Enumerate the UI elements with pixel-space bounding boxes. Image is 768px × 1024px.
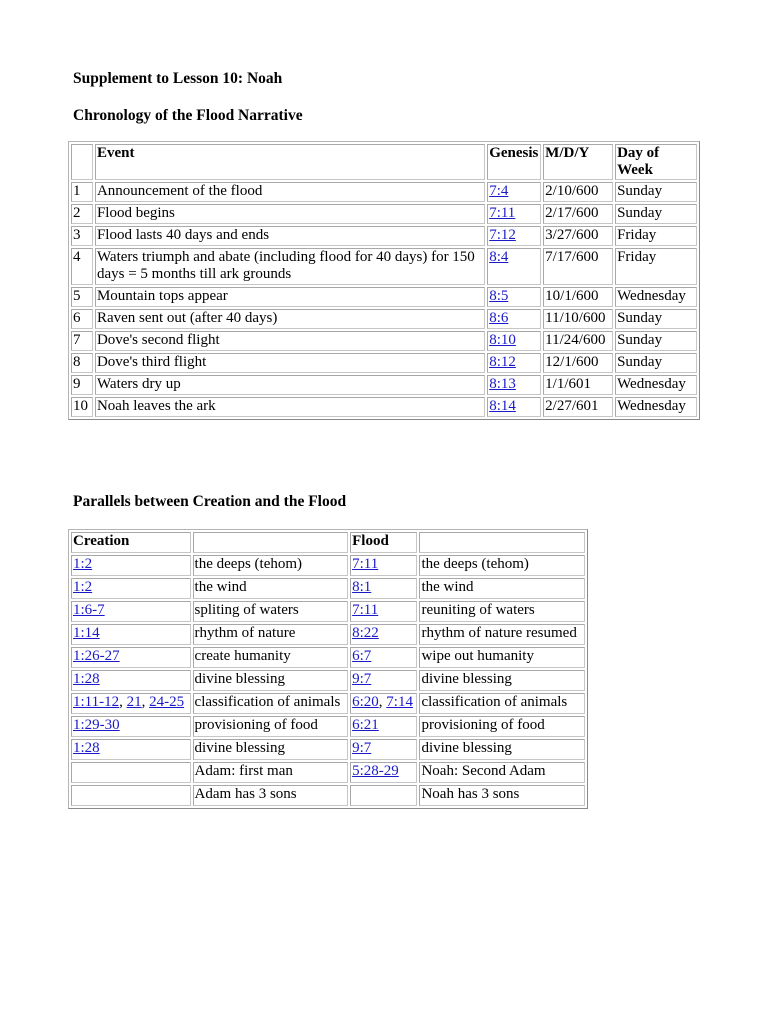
page-title: Supplement to Lesson 10: Noah xyxy=(73,70,283,87)
flood-reference-cell xyxy=(350,716,417,737)
chronology-row xyxy=(71,331,697,351)
event-description: Waters triumph and abate (including flood for 40 days) for 150 days = 5 months till ark grounds xyxy=(95,248,485,285)
flood-description: classification of animals xyxy=(419,693,585,714)
parallels-row xyxy=(71,716,585,737)
parallels-header-flood-desc xyxy=(419,532,585,553)
creation-reference-cell: 1:11-12, 21, 24-25 xyxy=(71,693,191,714)
genesis-reference-link[interactable]: 7:4 xyxy=(489,183,509,199)
chronology-row xyxy=(71,226,697,246)
creation-reference-link[interactable]: 1:14 xyxy=(73,625,100,641)
creation-reference-cell xyxy=(71,647,191,668)
creation-reference-link[interactable]: 1:28 xyxy=(73,740,100,756)
row-number: 1 xyxy=(71,182,93,202)
genesis-cell xyxy=(487,226,541,246)
event-description: Flood begins xyxy=(95,204,485,224)
creation-reference-cell xyxy=(71,555,191,576)
event-description: Flood lasts 40 days and ends xyxy=(95,226,485,246)
event-description: Waters dry up xyxy=(95,375,485,395)
event-date: 10/1/600 xyxy=(543,287,613,307)
event-date: 3/27/600 xyxy=(543,226,613,246)
event-date: 11/24/600 xyxy=(543,331,613,351)
event-date: 2/17/600 xyxy=(543,204,613,224)
flood-reference-cell xyxy=(350,555,417,576)
flood-reference-cell xyxy=(350,670,417,691)
flood-description: rhythm of nature resumed xyxy=(419,624,585,645)
row-number: 2 xyxy=(71,204,93,224)
flood-reference-link[interactable]: 8:1 xyxy=(352,579,372,595)
row-number: 5 xyxy=(71,287,93,307)
genesis-cell xyxy=(487,331,541,351)
genesis-reference-link[interactable]: 8:12 xyxy=(489,354,516,370)
parallels-header-row xyxy=(71,532,585,553)
event-date: 7/17/600 xyxy=(543,248,613,285)
parallels-row xyxy=(71,739,585,760)
flood-reference-link[interactable]: 7:14 xyxy=(386,694,413,710)
chronology-row xyxy=(71,375,697,395)
flood-description: provisioning of food xyxy=(419,716,585,737)
genesis-cell xyxy=(487,353,541,373)
chronology-row xyxy=(71,182,697,202)
creation-description: the wind xyxy=(193,578,349,599)
creation-reference-link[interactable]: 24-25 xyxy=(149,694,185,710)
creation-reference-cell xyxy=(71,739,191,760)
flood-description: Noah: Second Adam xyxy=(419,762,585,783)
genesis-reference-link[interactable]: 8:5 xyxy=(489,288,509,304)
flood-reference-link[interactable]: 6:20 xyxy=(352,694,379,710)
creation-reference-cell xyxy=(71,716,191,737)
flood-reference-cell xyxy=(350,762,417,783)
day-of-week: Sunday xyxy=(615,309,697,329)
parallels-heading: Parallels between Creation and the Flood xyxy=(73,493,347,510)
creation-description: divine blessing xyxy=(193,739,349,760)
flood-reference-link[interactable]: 9:7 xyxy=(352,740,372,756)
chronology-heading: Chronology of the Flood Narrative xyxy=(73,107,303,124)
genesis-reference-link[interactable]: 8:10 xyxy=(489,332,516,348)
genesis-reference-link[interactable]: 7:12 xyxy=(489,227,516,243)
flood-description: reuniting of waters xyxy=(419,601,585,622)
creation-description: create humanity xyxy=(193,647,349,668)
creation-description: divine blessing xyxy=(193,670,349,691)
row-number: 7 xyxy=(71,331,93,351)
chronology-body xyxy=(71,182,697,417)
creation-reference-link[interactable]: 1:28 xyxy=(73,671,100,687)
flood-description: the wind xyxy=(419,578,585,599)
creation-reference-link[interactable]: 1:2 xyxy=(73,579,93,595)
creation-description: provisioning of food xyxy=(193,716,349,737)
day-of-week: Wednesday xyxy=(615,397,697,417)
creation-reference-link[interactable]: 1:11-12 xyxy=(73,694,120,710)
day-of-week: Wednesday xyxy=(615,375,697,395)
parallels-row xyxy=(71,693,585,714)
flood-reference-cell xyxy=(350,739,417,760)
genesis-reference-link[interactable]: 7:11 xyxy=(489,205,516,221)
creation-reference-cell xyxy=(71,762,191,783)
event-date: 2/27/601 xyxy=(543,397,613,417)
event-description: Noah leaves the ark xyxy=(95,397,485,417)
genesis-cell xyxy=(487,309,541,329)
chronology-row xyxy=(71,287,697,307)
flood-reference-link[interactable]: 7:11 xyxy=(352,602,379,618)
parallels-header-creation-desc xyxy=(193,532,349,553)
flood-description: divine blessing xyxy=(419,739,585,760)
day-of-week: Sunday xyxy=(615,353,697,373)
day-of-week: Sunday xyxy=(615,182,697,202)
creation-description: spliting of waters xyxy=(193,601,349,622)
event-date: 2/10/600 xyxy=(543,182,613,202)
creation-reference-cell xyxy=(71,624,191,645)
flood-description: divine blessing xyxy=(419,670,585,691)
chronology-header-genesis: Genesis xyxy=(487,144,541,180)
genesis-cell xyxy=(487,375,541,395)
flood-reference-link[interactable]: 6:7 xyxy=(352,648,372,664)
event-date: 11/10/600 xyxy=(543,309,613,329)
event-description: Raven sent out (after 40 days) xyxy=(95,309,485,329)
genesis-cell xyxy=(487,204,541,224)
day-of-week: Sunday xyxy=(615,331,697,351)
flood-reference-link[interactable]: 8:22 xyxy=(352,625,379,641)
creation-reference-link[interactable]: 21 xyxy=(126,694,142,710)
row-number: 4 xyxy=(71,248,93,285)
creation-reference-link[interactable]: 1:6-7 xyxy=(73,602,105,618)
creation-reference-link[interactable]: 1:29-30 xyxy=(73,717,120,733)
creation-description: the deeps (tehom) xyxy=(193,555,349,576)
flood-description: the deeps (tehom) xyxy=(419,555,585,576)
flood-description: Noah has 3 sons xyxy=(419,785,585,806)
parallels-table xyxy=(68,529,588,809)
event-description: Mountain tops appear xyxy=(95,287,485,307)
genesis-reference-link[interactable]: 8:14 xyxy=(489,398,516,414)
row-number: 3 xyxy=(71,226,93,246)
chronology-row xyxy=(71,309,697,329)
parallels-row xyxy=(71,601,585,622)
row-number: 8 xyxy=(71,353,93,373)
chronology-row xyxy=(71,204,697,224)
creation-reference-cell xyxy=(71,578,191,599)
day-of-week: Wednesday xyxy=(615,287,697,307)
creation-description: classification of animals xyxy=(193,693,349,714)
row-number: 9 xyxy=(71,375,93,395)
chronology-header-day: Day of Week xyxy=(615,144,697,180)
creation-description: rhythm of nature xyxy=(193,624,349,645)
flood-reference-link[interactable]: 6:21 xyxy=(352,717,379,733)
genesis-cell xyxy=(487,287,541,307)
day-of-week: Sunday xyxy=(615,204,697,224)
genesis-cell xyxy=(487,397,541,417)
flood-description: wipe out humanity xyxy=(419,647,585,668)
day-of-week: Friday xyxy=(615,226,697,246)
parallels-row xyxy=(71,762,585,783)
parallels-row xyxy=(71,647,585,668)
parallels-header-creation: Creation xyxy=(71,532,191,553)
genesis-reference-link[interactable]: 8:4 xyxy=(489,249,509,265)
creation-reference-link[interactable]: 1:26-27 xyxy=(73,648,120,664)
chronology-header-event: Event xyxy=(95,144,485,180)
event-date: 1/1/601 xyxy=(543,375,613,395)
parallels-row xyxy=(71,624,585,645)
creation-description: Adam has 3 sons xyxy=(193,785,349,806)
chronology-row xyxy=(71,353,697,373)
flood-reference-cell xyxy=(350,647,417,668)
chronology-header-number xyxy=(71,144,93,180)
flood-reference-link[interactable]: 9:7 xyxy=(352,671,372,687)
event-description: Dove's second flight xyxy=(95,331,485,351)
flood-reference-link[interactable]: 7:11 xyxy=(352,556,379,572)
creation-reference-cell xyxy=(71,785,191,806)
parallels-row xyxy=(71,785,585,806)
flood-reference-link[interactable]: 5:28-29 xyxy=(352,763,399,779)
event-date: 12/1/600 xyxy=(543,353,613,373)
parallels-row xyxy=(71,670,585,691)
chronology-header-mdy: M/D/Y xyxy=(543,144,613,180)
chronology-row xyxy=(71,397,697,417)
chronology-header-row xyxy=(71,144,697,180)
event-description: Dove's third flight xyxy=(95,353,485,373)
event-description: Announcement of the flood xyxy=(95,182,485,202)
parallels-header-flood: Flood xyxy=(350,532,417,553)
flood-reference-cell xyxy=(350,601,417,622)
parallels-row xyxy=(71,578,585,599)
parallels-row xyxy=(71,555,585,576)
flood-reference-cell: 6:20, 7:14 xyxy=(350,693,417,714)
creation-reference-cell xyxy=(71,670,191,691)
genesis-reference-link[interactable]: 8:6 xyxy=(489,310,509,326)
flood-reference-cell xyxy=(350,624,417,645)
day-of-week: Friday xyxy=(615,248,697,285)
row-number: 6 xyxy=(71,309,93,329)
parallels-body xyxy=(71,555,585,806)
chronology-row xyxy=(71,248,697,285)
row-number: 10 xyxy=(71,397,93,417)
creation-reference-cell xyxy=(71,601,191,622)
genesis-cell xyxy=(487,182,541,202)
creation-description: Adam: first man xyxy=(193,762,349,783)
creation-reference-link[interactable]: 1:2 xyxy=(73,556,93,572)
genesis-cell xyxy=(487,248,541,285)
flood-reference-cell xyxy=(350,785,417,806)
chronology-table xyxy=(68,141,700,420)
genesis-reference-link[interactable]: 8:13 xyxy=(489,376,516,392)
flood-reference-cell xyxy=(350,578,417,599)
